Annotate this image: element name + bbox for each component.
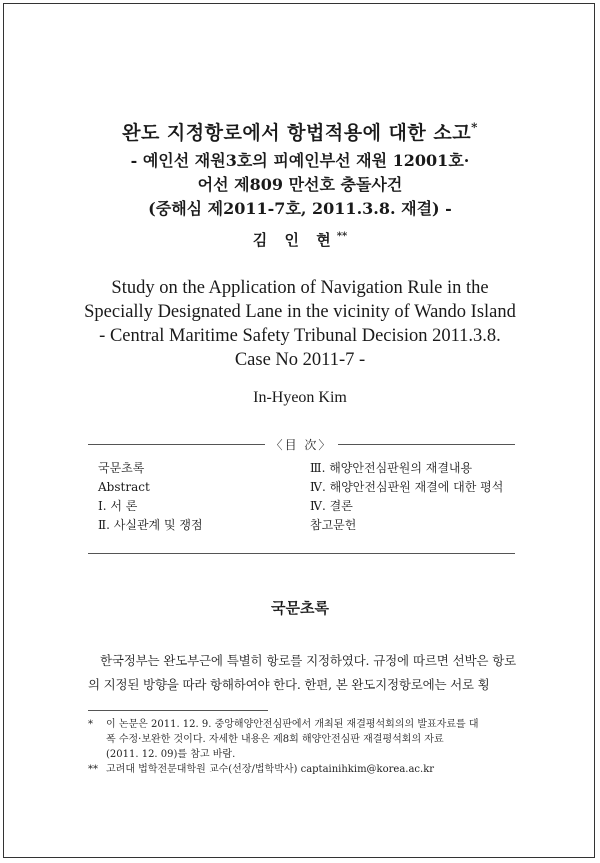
paper-title-main: 완도 지정항로에서 항법적용에 대한 소고: [122, 122, 472, 144]
toc-item: 참고문헌: [310, 518, 357, 532]
footnote: [88, 717, 516, 762]
paper-subtitle-korean: [0, 149, 600, 221]
author-footnote-mark: **: [336, 231, 348, 242]
english-title-line: Study on the Application of Navigation Rule in the: [111, 278, 489, 298]
toc-heading-wrap: [88, 436, 515, 453]
toc-item: Ⅲ. 해양안전심판원의 재결내용: [310, 461, 473, 475]
english-title-line: Case No 2011-7 -: [234, 350, 366, 370]
author-korean-name: 김 인 현: [252, 231, 337, 249]
toc-heading: 〈目 次〉: [265, 438, 339, 452]
toc-item: Ⅱ. 사실관계 및 쟁점: [98, 518, 203, 532]
subtitle-line: 어선 제809 만선호 충돌사건: [197, 175, 403, 194]
abstract-paragraph: 한국정부는 완도부근에 특별히 항로를 지정하였다. 규정에 따르면 선박은 항로의 지정된 방향을 따라 항해하여야 한다. 한편, 본 완도지정항로에는 서로 횡: [88, 653, 516, 692]
footnote-line: 고려대 법학전문대학원 교수(선장/법학박사) captainihkim@korea.ac.kr: [106, 764, 435, 775]
toc-item: Ⅳ. 해양안전심판원 재결에 대한 평석: [310, 480, 504, 494]
footnote-line: (2011. 12. 09)를 참고 바람.: [106, 749, 236, 760]
toc-item: Abstract: [98, 480, 150, 494]
toc-item: Ⅰ. 서 론: [98, 499, 138, 513]
toc-right-column: [310, 459, 503, 535]
english-title-line: Specially Designated Lane in the vicinity of Wando Island: [84, 302, 516, 322]
footnote-divider: [88, 710, 268, 711]
abstract-heading: 국문초록: [271, 599, 329, 617]
subtitle-line: (중해심 제2011-7호, 2011.3.8. 재결) -: [148, 199, 452, 218]
toc-item: Ⅳ. 결론: [310, 499, 353, 513]
footnote-line: 이 논문은 2011. 12. 9. 중앙해양안전심판에서 개최된 재결평석회의의 발표자료를 대: [106, 719, 479, 730]
footnote-line: 폭 수정·보완한 것이다. 자세한 내용은 제8회 해양안전심판 재결평석회의 자료: [106, 734, 444, 745]
author-korean: [0, 229, 600, 250]
paper-title-korean: [0, 118, 600, 145]
toc-left-column: [98, 459, 203, 535]
subtitle-line: - 예인선 재원3호의 피예인부선 재원 12001호·: [130, 151, 470, 170]
table-of-contents: [88, 438, 515, 554]
footnote: [88, 762, 516, 777]
toc-item: 국문초록: [98, 461, 145, 475]
footnotes: [88, 717, 516, 777]
title-footnote-mark: *: [471, 120, 478, 135]
footnote-mark: *: [88, 719, 93, 730]
paper-title-english: [0, 276, 600, 372]
author-english: In-Hyeon Kim: [253, 389, 347, 406]
english-title-line: - Central Maritime Safety Tribunal Decision 2011.3.8.: [99, 326, 501, 346]
footnote-mark: **: [88, 764, 98, 775]
